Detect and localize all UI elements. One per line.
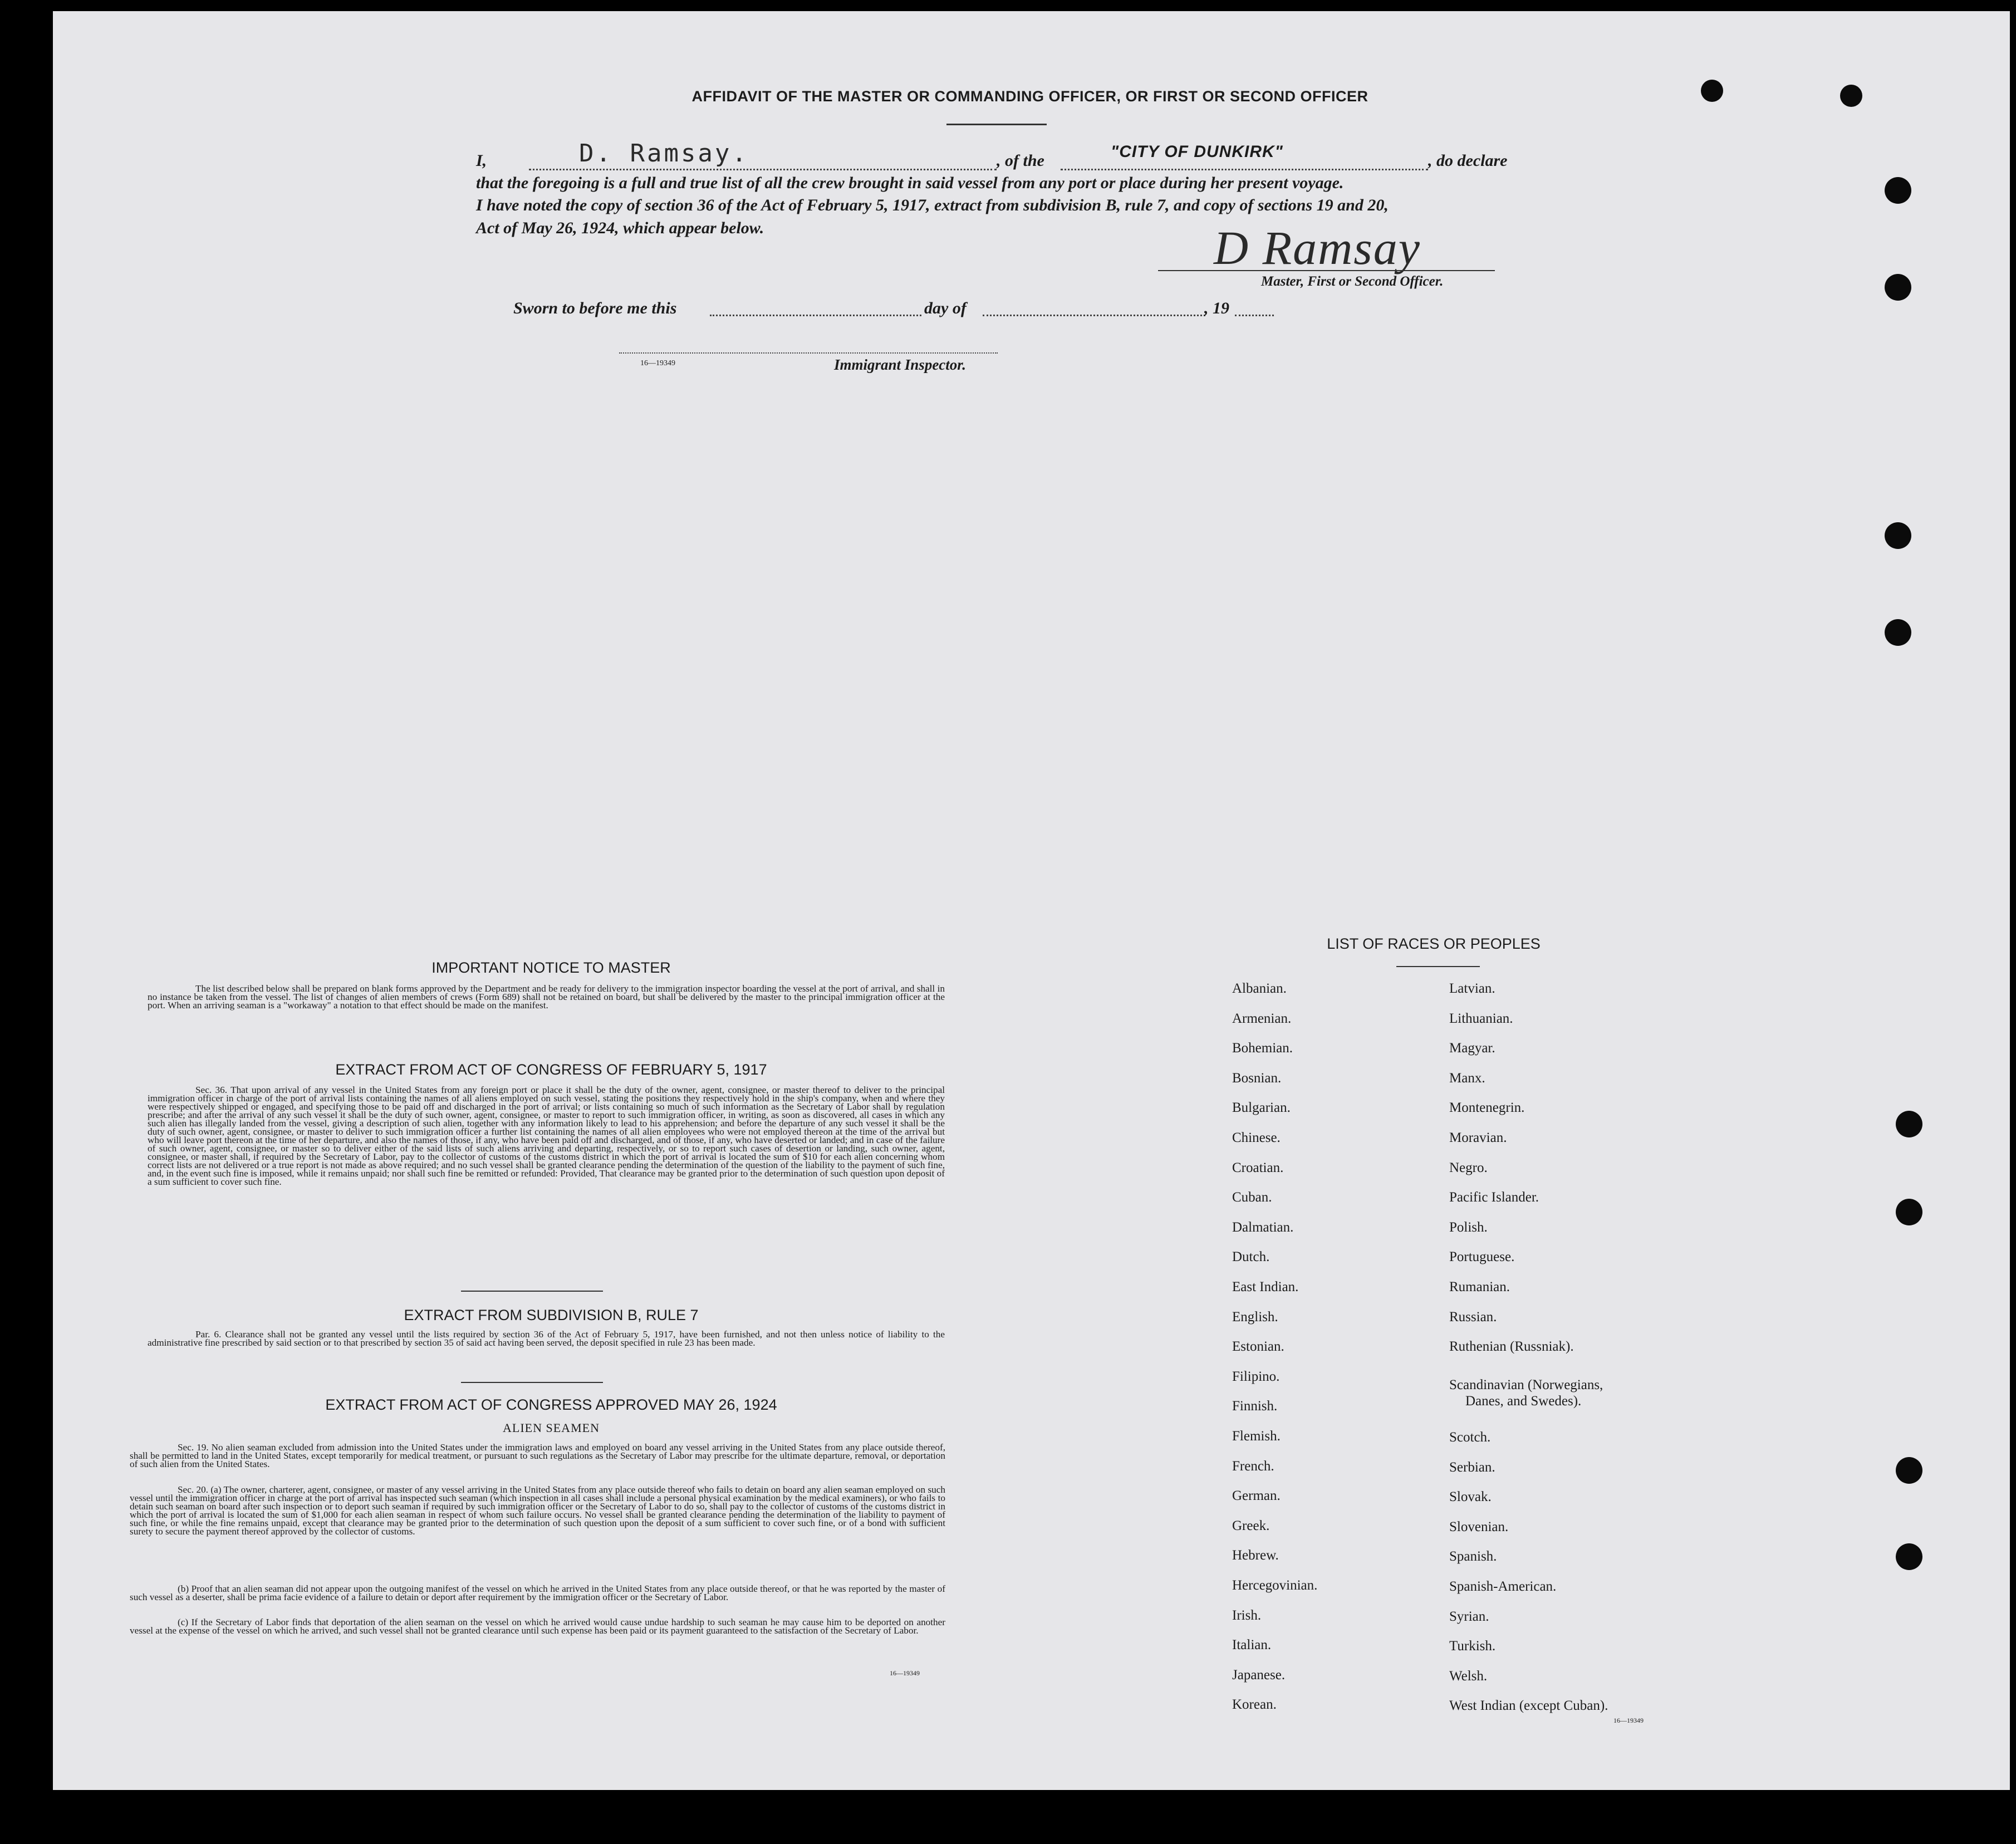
- race-item: Slovak.: [1449, 1489, 1492, 1504]
- extract-rule7-title: EXTRACT FROM SUBDIVISION B, RULE 7: [404, 1307, 699, 1323]
- race-item: Greek.: [1232, 1518, 1270, 1533]
- race-item: Japanese.: [1232, 1668, 1286, 1683]
- race-item: Armenian.: [1232, 1011, 1292, 1026]
- race-item: Pacific Islander.: [1449, 1190, 1539, 1205]
- race-item: Hebrew.: [1232, 1548, 1279, 1563]
- extract-1917-body: Sec. 36. That upon arrival of any vessel in the United States from any foreign port or place it shall be the duty of the owner, agent, consignee, or master thereof to deliver to the principal immigration officer in charge of the port of arrival lists containing the names of all aliens employed on such vessel, stating the positions they respectively hold in the ship's company, when and where they were respectively shipped or engaged, and specifying those to be paid off and discharged in the port of arrival; or lists containing so much of such information as the Secretary of Labor shall by regulation prescribe; and after the arrival of any such vessel it shall be the duty of such owner, agent, consignee, or master to report to such immigration officer, in writing, as soon as discovered, all cases in which any such alien has illegally landed from the vessel, giving a description of such alien, together with any information likely to lead to his apprehension; and before the departure of any such vessel it shall be the duty of such owner, agent, consignee, or master to deliver to such immigration officer a further list containing the names of all alien employees who were not employed thereon at the time of the arrival but who will leave port thereon at the time of her departure, and also the names of those, if any, who have been paid off and discharged, and of those, if any, who have deserted or landed; and in case of the failure of such owner, agent, consignee, or master so to deliver either of the said lists of such aliens arriving and departing, respectively, or so to report such cases of desertion or landing, such owner, agent, consignee, or master shall, if required by the Secretary of Labor, pay to the collector of customs of the customs district in which the port of arrival is located the sum of $10 for each alien concerning whom correct lists are not delivered or a true report is not made as above required; and no such vessel shall be granted clearance pending the determination of the question of the liability to the payment of such fine, and, in the event such fine is imposed, while it remains unpaid; nor shall such fine be remitted or refunded: Provided, That clearance may be granted prior to the determination of such question upon deposit of a sum sufficient to cover such fine.: [148, 1085, 945, 1187]
- race-item: Lithuanian.: [1449, 1011, 1513, 1026]
- race-item: Albanian.: [1232, 981, 1287, 996]
- name-field-line: [529, 169, 997, 170]
- notice-body: The list described below shall be prepared on blank forms approved by the Department and be ready for delivery to the immigration inspector boarding the vessel at the port of arrival, and shall in no instance be taken from the vessel. The list of changes of alien members of crews (Form 689) shall not be retained on board, but shall be delivered by the master to the principal immigration officer at the port. When an arriving seaman is a "workaway" a notation to that effect should be made on the manifest.: [148, 983, 945, 1011]
- race-item: Slovenian.: [1449, 1519, 1509, 1534]
- extract-1924-sec20c: (c) If the Secretary of Labor finds that deportation of the alien seaman on the vessel on which he arrived would cause undue hardship to such seaman he may cause him to be deported on another vessel at the expense of the vessel on which he arrived, and such vessel shall not be granted clearance until such expense has been paid or its payment guaranteed to the satisfaction of the Secretary of Labor.: [130, 1617, 945, 1636]
- punch-hole: [1896, 1111, 1922, 1137]
- extract-1924-sec20a: Sec. 20. (a) The owner, charterer, agent, consignee, or master of any vessel arriving in the United States from any place outside thereof who fails to detain on board any alien seaman employed on such vessel until the immigration officer in charge at the port of arrival has inspected such seaman (which inspection in all cases shall include a personal physical examination by the medical examiners), or who fails to detain such seaman on board after such inspection or to deport such seaman if required by such immigration officer or the Secretary of Labor to do so, shall pay to the collector of customs of the customs district in which the port of arrival is located the sum of $1,000 for each alien seaman in respect of whom such failure occurs. No vessel shall be granted clearance pending the determination of the liability to payment of such fine, or while the fine remains unpaid, except that clearance may be granted prior to the determination of such question upon the deposit of a sum sufficient to cover such fine, or of a bond with sufficient surety to secure the payment thereof approved by the collector of customs.: [130, 1484, 945, 1537]
- affidavit-line-3: I have noted the copy of section 36 of the Act of February 5, 1917, extract from subdivision B, rule 7, and copy of sections 19 and 20,: [476, 196, 1389, 214]
- inspector-caption: Immigrant Inspector.: [834, 356, 967, 373]
- race-item: Bohemian.: [1232, 1041, 1293, 1056]
- punch-hole: [1885, 177, 1911, 204]
- punch-hole: [1896, 1543, 1922, 1570]
- race-item: Negro.: [1449, 1160, 1488, 1175]
- race-item: Croatian.: [1232, 1160, 1284, 1175]
- extract-1917-title: EXTRACT FROM ACT OF CONGRESS OF FEBRUARY 5, 1917: [335, 1061, 767, 1078]
- affidavit-form-number: 16—19349: [640, 359, 675, 367]
- race-item: Russian.: [1449, 1310, 1497, 1325]
- punch-hole: [1885, 522, 1911, 549]
- race-item: Serbian.: [1449, 1460, 1495, 1475]
- affidavit-i: I,: [476, 151, 487, 170]
- punch-hole: [1701, 80, 1723, 102]
- sworn-date-line: [710, 315, 921, 316]
- race-item: Dutch.: [1232, 1249, 1270, 1264]
- races-divider: [1396, 966, 1480, 967]
- race-item: Moravian.: [1449, 1130, 1507, 1145]
- race-item: West Indian (except Cuban).: [1449, 1698, 1608, 1713]
- affidavit-of-the: , of the: [997, 151, 1044, 170]
- extract-1924-title: EXTRACT FROM ACT OF CONGRESS APPROVED MAY 26, 1924: [325, 1396, 777, 1413]
- signature-caption: Master, First or Second Officer.: [1261, 274, 1444, 289]
- punch-hole: [1896, 1457, 1922, 1484]
- extract-1924-sec19: Sec. 19. No alien seaman excluded from admission into the United States under the immigration laws and employed on board any vessel arriving in the United States from any place outside thereof, shall be permitted to land in the United States, except temporarily for medical treatment, or pursuant to such regulations as the Secretary of Labor may prescribe for the ultimate departure, removal, or deportation of such alien from the United States.: [130, 1442, 945, 1469]
- affidavit-line-2: that the foregoing is a full and true list of all the crew brought in said vessel from any port or place during her present voyage.: [476, 174, 1344, 192]
- race-item: English.: [1232, 1310, 1278, 1325]
- section-divider: [461, 1291, 603, 1292]
- race-item: Portuguese.: [1449, 1249, 1515, 1264]
- race-item: Filipino.: [1232, 1369, 1280, 1384]
- race-item: Rumanian.: [1449, 1279, 1510, 1294]
- race-item: Cuban.: [1232, 1190, 1272, 1205]
- race-item: Montenegrin.: [1449, 1100, 1525, 1115]
- section-divider: [461, 1382, 603, 1383]
- race-item: Scotch.: [1449, 1430, 1491, 1445]
- punch-hole: [1896, 1199, 1922, 1225]
- extract-1924-sec20b: (b) Proof that an alien seaman did not appear upon the outgoing manifest of the vessel on which he arrived in the United States from any place outside thereof, or that he was reported by the master of such vessel as a deserter, shall be prima facie evidence of a failure to detain or deport after requirement by the immigration officer or the Secretary of Labor.: [130, 1583, 945, 1602]
- sworn-month-line: [983, 315, 1205, 316]
- signature-line: [1158, 270, 1495, 271]
- affidavit-declare: , do declare: [1428, 151, 1508, 170]
- race-item: Polish.: [1449, 1220, 1488, 1235]
- races-title: LIST OF RACES OR PEOPLES: [1327, 935, 1541, 952]
- punch-hole: [1840, 85, 1862, 107]
- title-divider: [946, 124, 1047, 125]
- affidavit-line-4: Act of May 26, 1924, which appear below.: [476, 219, 764, 237]
- race-item: Danes, and Swedes).: [1465, 1394, 1582, 1409]
- race-item: Bosnian.: [1232, 1071, 1282, 1086]
- punch-hole: [1885, 619, 1911, 646]
- year-line: [1235, 315, 1274, 316]
- race-item: Korean.: [1232, 1697, 1277, 1712]
- races-form-number: 16—19349: [1613, 1717, 1644, 1724]
- affidavit-title: AFFIDAVIT OF THE MASTER OR COMMANDING OFFICER, OR FIRST OR SECOND OFFICER: [691, 88, 1368, 105]
- race-item: French.: [1232, 1459, 1274, 1474]
- race-item: Flemish.: [1232, 1429, 1281, 1444]
- race-item: Manx.: [1449, 1071, 1485, 1086]
- race-item: Italian.: [1232, 1637, 1272, 1652]
- race-item: Turkish.: [1449, 1639, 1496, 1654]
- race-item: Ruthenian (Russniak).: [1449, 1339, 1574, 1354]
- race-item: Chinese.: [1232, 1130, 1281, 1145]
- notice-title: IMPORTANT NOTICE TO MASTER: [431, 959, 671, 976]
- race-item: German.: [1232, 1488, 1281, 1503]
- day-of-text: day of: [924, 299, 967, 317]
- race-item: Welsh.: [1449, 1669, 1488, 1684]
- year-prefix: , 19: [1204, 299, 1229, 317]
- punch-hole: [1885, 274, 1911, 301]
- race-item: Magyar.: [1449, 1041, 1495, 1056]
- race-item: Scandinavian (Norwegians,: [1449, 1377, 1603, 1392]
- extract-rule7-body: Par. 6. Clearance shall not be granted any vessel until the lists required by section 36 of the Act of February 5, 1917, have been furnished, and not then unless notice of liability to the administrative fine prescribed by said section or to that prescribed by section 35 of said act having been served, the deposit specified in rule 23 has been made.: [148, 1329, 945, 1348]
- race-item: East Indian.: [1232, 1279, 1299, 1294]
- extract-form-number: 16—19349: [890, 1669, 920, 1677]
- vessel-name: "CITY OF DUNKIRK": [1111, 143, 1283, 161]
- sworn-text: Sworn to before me this: [513, 299, 677, 317]
- master-name-handwritten: D. Ramsay.: [579, 139, 749, 168]
- race-item: Dalmatian.: [1232, 1220, 1294, 1235]
- race-item: Spanish-American.: [1449, 1579, 1557, 1594]
- inspector-signature-line: [619, 352, 998, 354]
- extract-1924-subtitle: ALIEN SEAMEN: [503, 1421, 600, 1435]
- race-item: Finnish.: [1232, 1399, 1278, 1414]
- race-item: Spanish.: [1449, 1549, 1497, 1564]
- race-item: Hercegovinian.: [1232, 1578, 1318, 1593]
- race-item: Bulgarian.: [1232, 1100, 1291, 1115]
- vessel-field-line: [1061, 169, 1428, 170]
- race-item: Syrian.: [1449, 1609, 1489, 1624]
- race-item: Irish.: [1232, 1608, 1262, 1623]
- race-item: Latvian.: [1449, 981, 1495, 996]
- race-item: Estonian.: [1232, 1339, 1284, 1354]
- master-signature: D Ramsay: [1214, 221, 1421, 274]
